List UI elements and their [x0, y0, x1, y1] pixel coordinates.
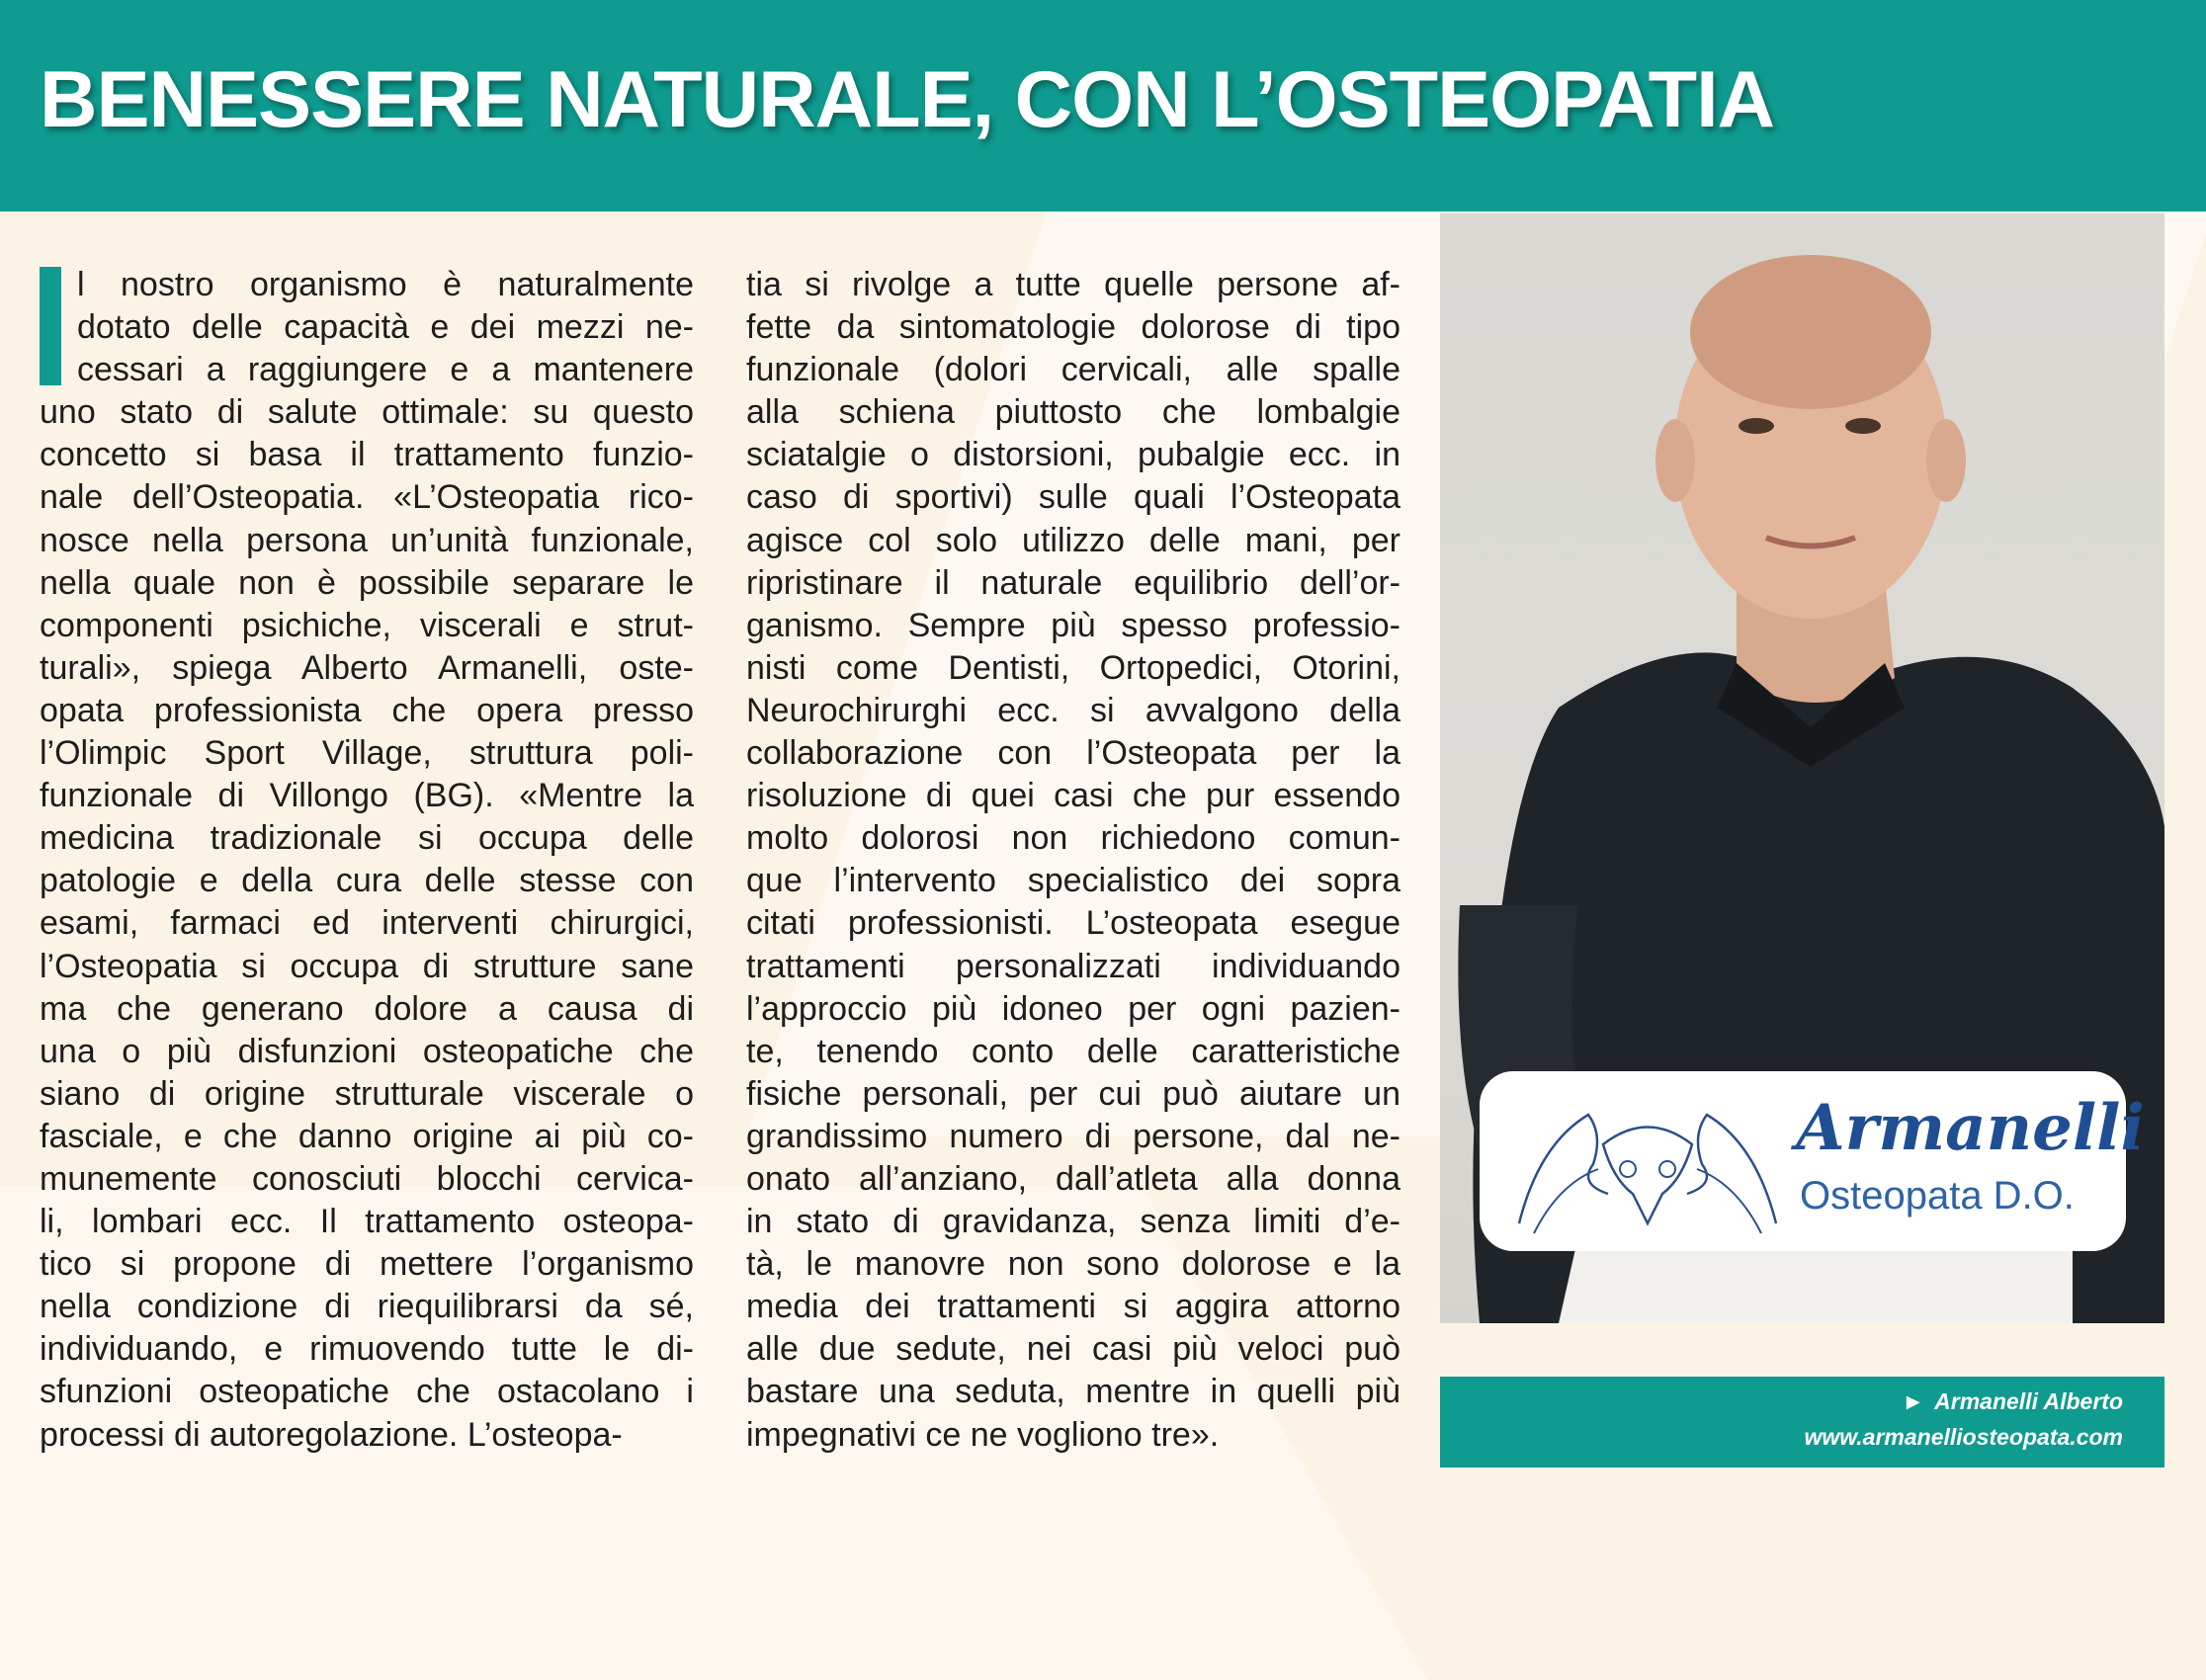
article-column-right: [746, 264, 1400, 1457]
article-line: nella condizione di riequilibrarsi da sé,: [40, 1288, 694, 1326]
article-line: onato all’anziano, dall’atleta alla donna: [746, 1159, 1400, 1198]
article-line: nella quale non è possibile separare le: [40, 563, 694, 602]
article-line: fette da sintomatologie dolorose di tipo: [746, 308, 1400, 347]
article-line: sfunzioni osteopatiche che ostacolano i: [40, 1373, 694, 1411]
article-line: grandissimo numero di persone, dal ne-: [746, 1117, 1400, 1155]
article-line: una o più disfunzioni osteopatiche che: [40, 1032, 694, 1070]
article-line: dotato delle capacità e dei mezzi ne-: [77, 308, 694, 347]
logo-subtitle: Osteopata D.O.: [1800, 1174, 2075, 1218]
article-line: individuando, e rimuovendo tutte le di-: [40, 1330, 694, 1369]
article-line: li, lombari ecc. Il trattamento osteopa-: [40, 1203, 694, 1241]
article-line: processi di autoregolazione. L’osteopa-: [40, 1415, 623, 1454]
article-line: que l’intervento specialistico dei sopra: [746, 862, 1400, 900]
article-line: patologie e della cura delle stesse con: [40, 862, 694, 900]
article-column-left: [40, 264, 694, 1457]
article-line: uno stato di salute ottimale: su questo: [40, 393, 694, 432]
article-line: funzionale (dolori cervicali, alle spalle: [746, 351, 1400, 389]
article-line: alle due sedute, nei casi più veloci può: [746, 1330, 1400, 1369]
article-line: molto dolorosi non richiedono comun-: [746, 819, 1400, 858]
article-line: tico si propone di mettere l’organismo: [40, 1245, 694, 1284]
article-line: Neurochirurghi ecc. si avvalgono della: [746, 691, 1400, 729]
article-line: fisiche personali, per cui può aiutare un: [746, 1074, 1400, 1113]
article-line: collaborazione con l’Osteopata per la: [746, 734, 1400, 773]
article-line: bastare una seduta, mentre in quelli più: [746, 1373, 1400, 1411]
article-line: funzionale di Villongo (BG). «Mentre la: [40, 777, 694, 815]
article-line: risoluzione di quei casi che pur essendo: [746, 777, 1400, 815]
hands-pelvis-logo-icon: [1499, 1075, 1796, 1253]
article-line: trattamenti personalizzati individuando: [746, 947, 1400, 985]
article-line: tia si rivolge a tutte quelle persone af-: [746, 266, 1400, 303]
caption-bar: [1440, 1377, 2164, 1468]
article-line: citati professionisti. L’osteopata esegue: [746, 904, 1400, 943]
article-line: impegnativi ce ne vogliono tre».: [746, 1415, 1220, 1454]
article-line: tà, le manovre non sono dolorose e la: [746, 1245, 1400, 1284]
article-line: ripristinare il naturale equilibrio dell’or-: [746, 563, 1400, 602]
article-line: l’Olimpic Sport Village, struttura poli-: [40, 734, 694, 773]
page-title: BENESSERE NATURALE, CON L’OSTEOPATIA: [40, 55, 1775, 144]
article-line: nosce nella persona un’unità funzionale,: [40, 521, 694, 559]
article-line: ganismo. Sempre più spesso professio-: [746, 606, 1400, 644]
article-line: ma che generano dolore a causa di: [40, 989, 694, 1028]
author-name: Armanelli Alberto: [1934, 1388, 2123, 1414]
logo-name: Armanelli: [1796, 1091, 2145, 1165]
article-line: concetto si basa il trattamento funzio-: [40, 436, 694, 474]
article-line: caso di sportivi) sulle quali l’Osteopata: [746, 478, 1400, 517]
article-line: in stato di gravidanza, senza limiti d’e-: [746, 1203, 1400, 1241]
article-line: nisti come Dentisti, Ortopedici, Otorini,: [746, 648, 1400, 687]
caption-author: [1902, 1388, 2123, 1415]
article-line: medicina tradizionale si occupa delle: [40, 819, 694, 858]
article-line: te, tenendo conto delle caratteristiche: [746, 1032, 1400, 1070]
header-banner: [0, 0, 2206, 211]
article-line: agisce col solo utilizzo delle mani, per: [746, 521, 1400, 559]
article-line: media dei trattamenti si aggira attorno: [746, 1288, 1400, 1326]
article-line: l’Osteopatia si occupa di strutture sane: [40, 947, 694, 985]
article-line: l’approccio più idoneo per ogni pazien-: [746, 989, 1400, 1028]
play-arrow-icon: ►: [1902, 1388, 1925, 1414]
article-line: alla schiena piuttosto che lombalgie: [746, 393, 1400, 432]
article-line: componenti psichiche, viscerali e strut-: [40, 606, 694, 644]
website-link[interactable]: www.armanelliosteopata.com: [1804, 1424, 2123, 1450]
article-line: opata professionista che opera presso: [40, 691, 694, 729]
article-line: esami, farmaci ed interventi chirurgici,: [40, 904, 694, 943]
article-line: l nostro organismo è naturalmente: [77, 266, 694, 303]
article-line: turali», spiega Alberto Armanelli, oste-: [40, 648, 694, 687]
logo-card: [1480, 1071, 2145, 1251]
article-line: munemente conosciuti blocchi cervica-: [40, 1159, 694, 1198]
article-line: nale dell’Osteopatia. «L’Osteopatia rico-: [40, 478, 694, 517]
article-line: siano di origine strutturale viscerale o: [40, 1074, 694, 1113]
article-line: fasciale, e che danno origine ai più co-: [40, 1117, 694, 1155]
article-line: sciatalgie o distorsioni, pubalgie ecc. in: [746, 436, 1400, 474]
article-line: cessari a raggiungere e a mantenere: [77, 351, 694, 389]
